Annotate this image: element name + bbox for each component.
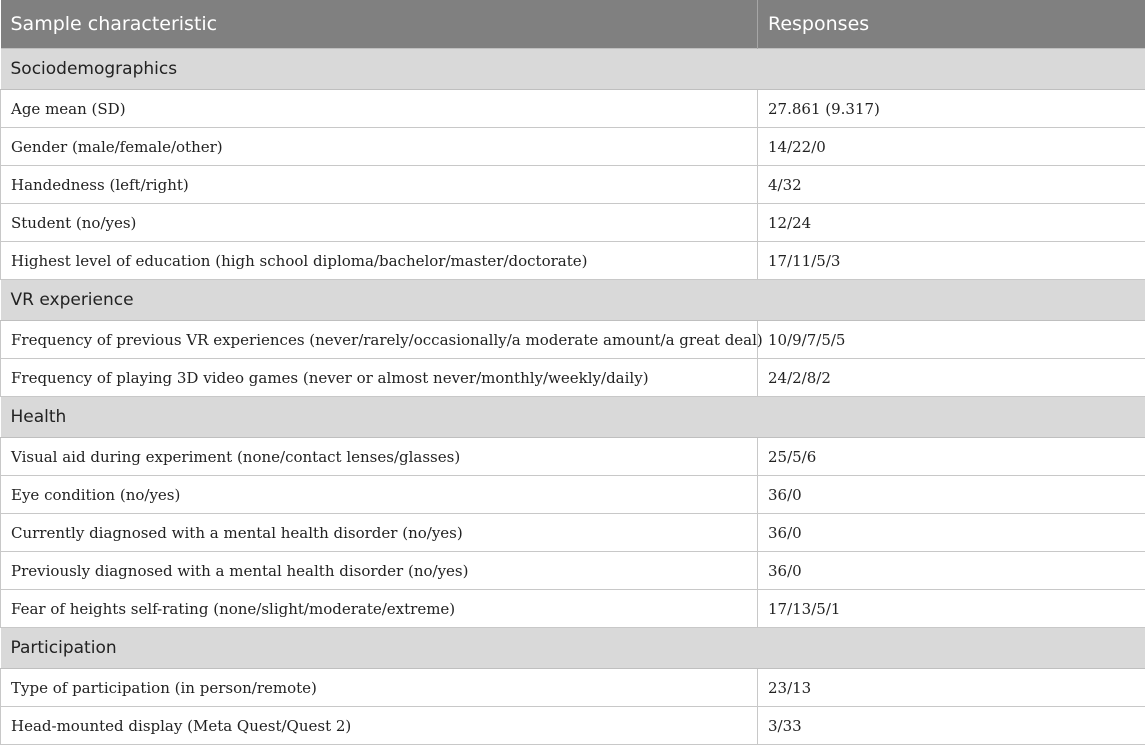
row-value: 4/32 <box>758 166 1145 204</box>
row-value: 10/9/7/5/5 <box>758 321 1145 359</box>
section-row <box>1 49 1145 90</box>
table-row <box>1 707 1145 745</box>
row-value: 23/13 <box>758 669 1145 707</box>
table-row <box>1 552 1145 590</box>
row-label: Head-mounted display (Meta Quest/Quest 2) <box>1 707 758 745</box>
row-label: Handedness (left/right) <box>1 166 758 204</box>
row-label: Gender (male/female/other) <box>1 128 758 166</box>
row-value: 14/22/0 <box>758 128 1145 166</box>
row-label: Previously diagnosed with a mental health disorder (no/yes) <box>1 552 758 590</box>
row-label: Student (no/yes) <box>1 204 758 242</box>
row-value: 24/2/8/2 <box>758 359 1145 397</box>
section-row <box>1 397 1145 438</box>
row-value: 27.861 (9.317) <box>758 90 1145 128</box>
row-label: Fear of heights self-rating (none/slight/moderate/extreme) <box>1 590 758 628</box>
row-label: Frequency of previous VR experiences (never/rarely/occasionally/a moderate amount/a great deal) <box>1 321 758 359</box>
table-row <box>1 514 1145 552</box>
row-label: Eye condition (no/yes) <box>1 476 758 514</box>
row-value: 36/0 <box>758 552 1145 590</box>
section-title: Participation <box>1 628 1145 669</box>
row-value: 12/24 <box>758 204 1145 242</box>
table-row <box>1 476 1145 514</box>
row-label: Frequency of playing 3D video games (never or almost never/monthly/weekly/daily) <box>1 359 758 397</box>
section-title: Sociodemographics <box>1 49 1145 90</box>
row-value: 17/13/5/1 <box>758 590 1145 628</box>
table-row <box>1 128 1145 166</box>
row-value: 36/0 <box>758 476 1145 514</box>
row-label: Type of participation (in person/remote) <box>1 669 758 707</box>
column-header-responses: Responses <box>758 0 1145 49</box>
table-row <box>1 669 1145 707</box>
section-row <box>1 280 1145 321</box>
table-row <box>1 321 1145 359</box>
row-label: Age mean (SD) <box>1 90 758 128</box>
table-row <box>1 90 1145 128</box>
table-row <box>1 438 1145 476</box>
row-label: Currently diagnosed with a mental health disorder (no/yes) <box>1 514 758 552</box>
section-row <box>1 628 1145 669</box>
row-value: 17/11/5/3 <box>758 242 1145 280</box>
table-row <box>1 359 1145 397</box>
row-value: 36/0 <box>758 514 1145 552</box>
table-row <box>1 590 1145 628</box>
row-label: Visual aid during experiment (none/contact lenses/glasses) <box>1 438 758 476</box>
section-title: VR experience <box>1 280 1145 321</box>
table-row <box>1 204 1145 242</box>
table-header-row <box>1 0 1145 49</box>
row-value: 25/5/6 <box>758 438 1145 476</box>
table-row <box>1 242 1145 280</box>
table-row <box>1 166 1145 204</box>
row-label: Highest level of education (high school diploma/bachelor/master/doctorate) <box>1 242 758 280</box>
column-header-characteristic: Sample characteristic <box>1 0 758 49</box>
row-value: 3/33 <box>758 707 1145 745</box>
section-title: Health <box>1 397 1145 438</box>
